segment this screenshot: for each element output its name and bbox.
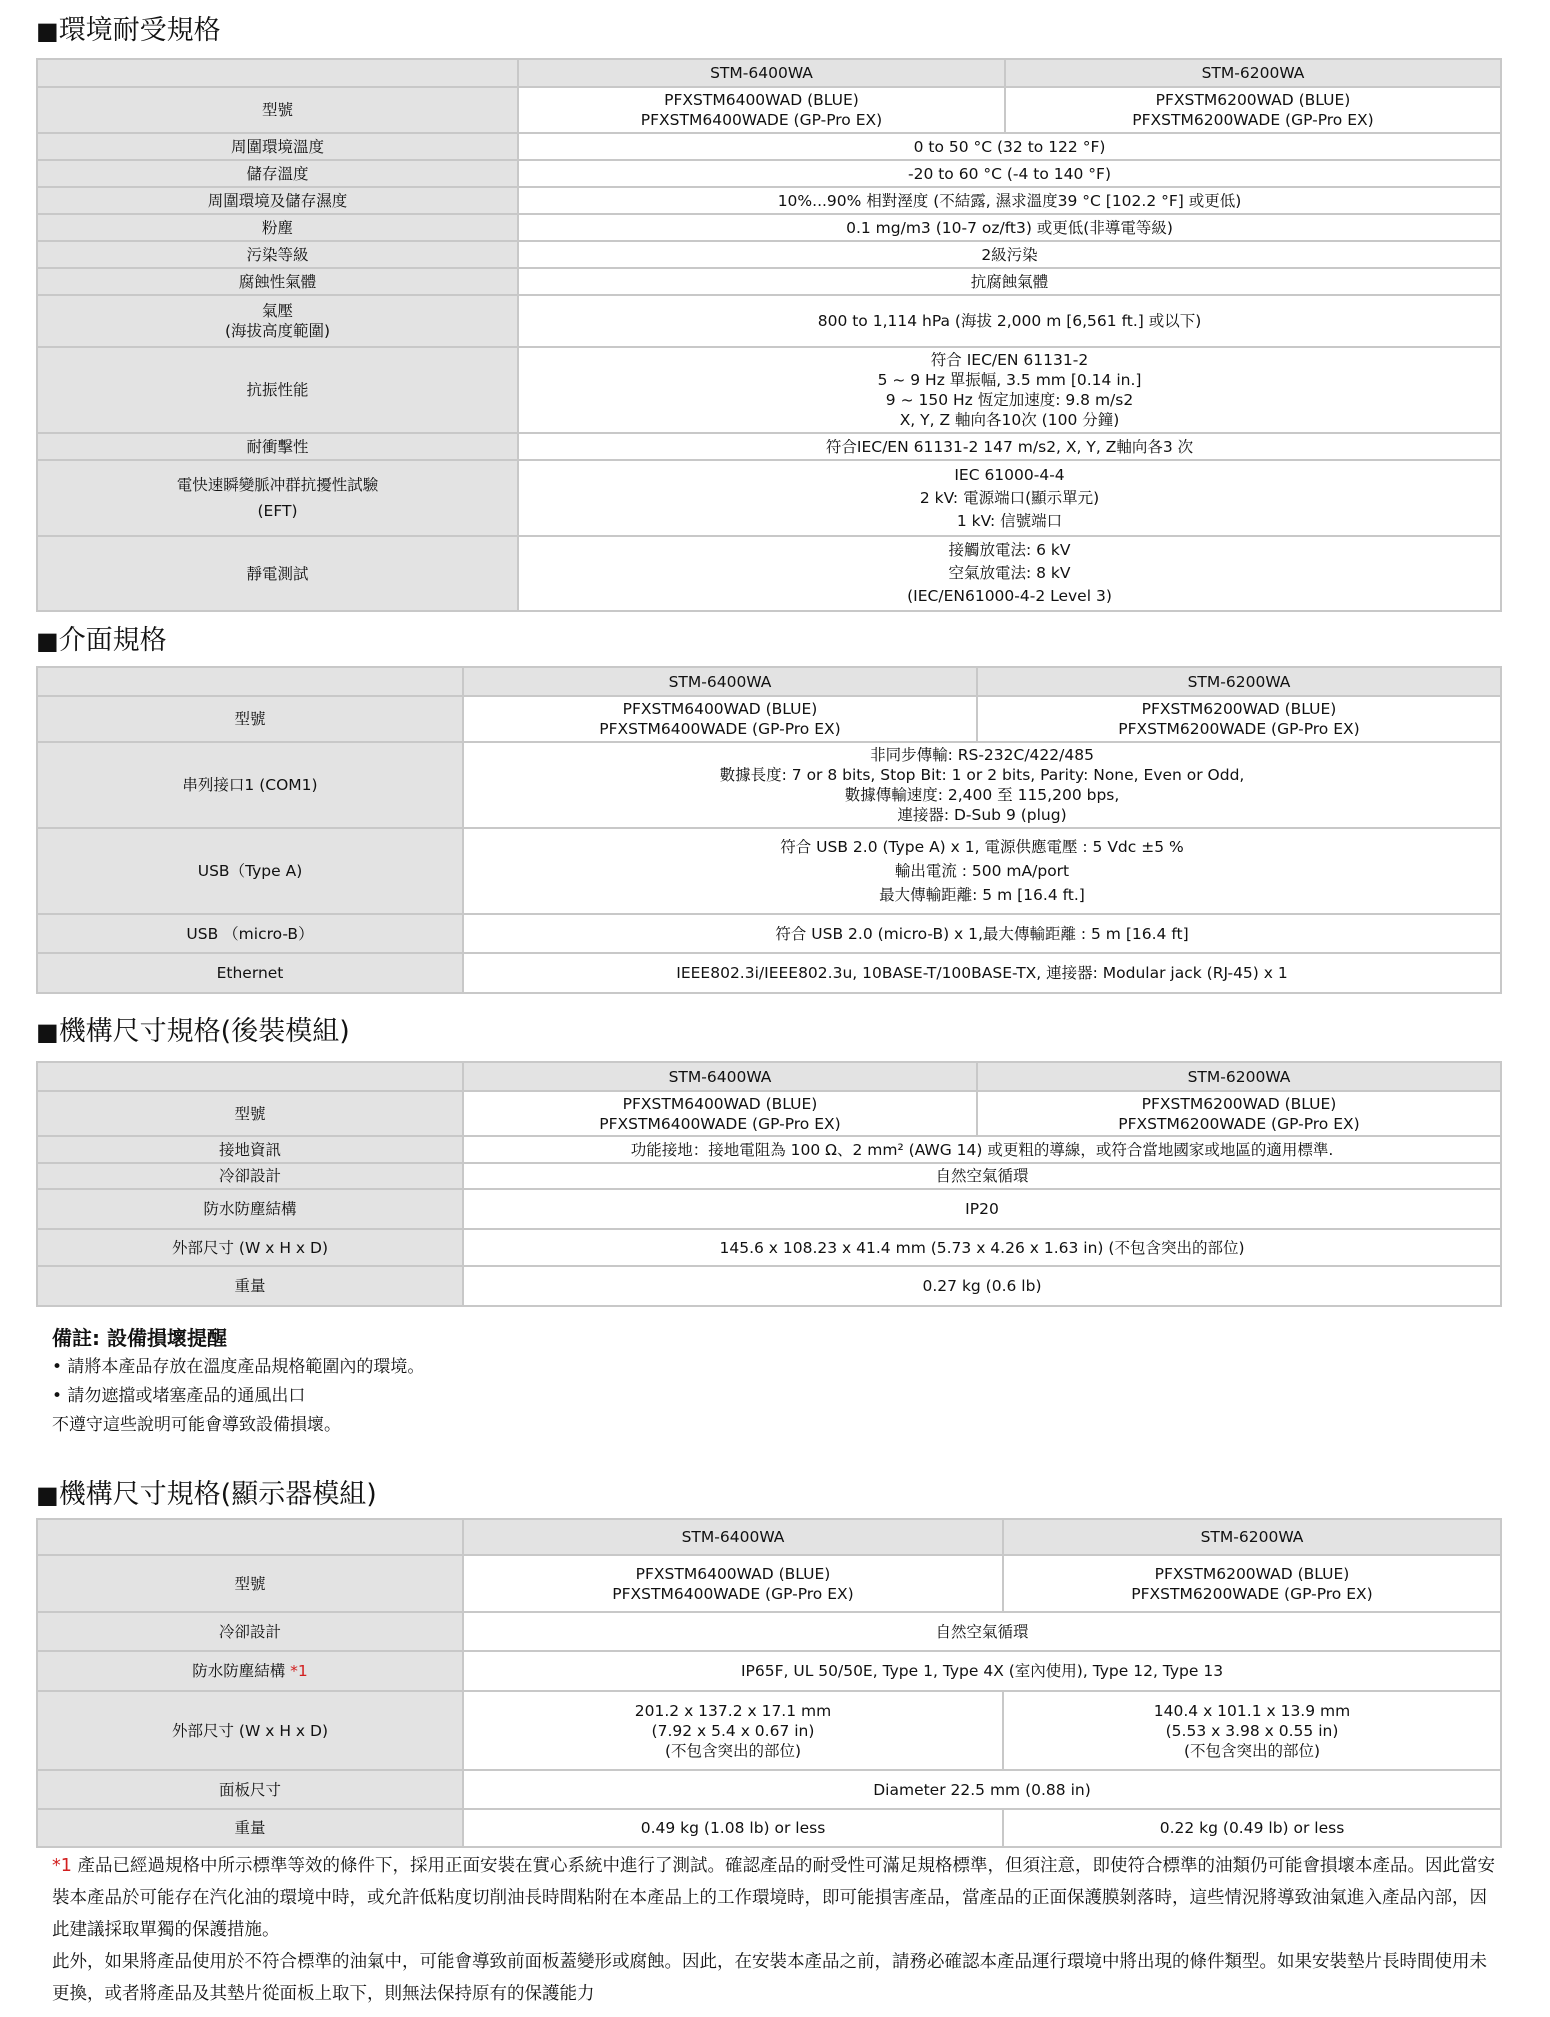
row-value: 2級污染	[518, 241, 1501, 268]
part-number: PFXSTM6200WAD (BLUE) PFXSTM6200WADE (GP-Pro EX)	[1005, 87, 1501, 133]
row-value: 10%...90% 相對溼度 (不結露, 濕求溫度39 °C [102.2 °F] 或更低)	[518, 187, 1501, 214]
footnote-mark: *1	[290, 1662, 308, 1680]
row-value: 符合IEC/EN 61131-2 147 m/s2, X, Y, Z軸向各3 次	[518, 433, 1501, 460]
square-bullet-icon: ■	[36, 17, 59, 45]
table-row	[37, 953, 1501, 993]
footnote-mark: *1	[52, 1856, 72, 1876]
row-label: 接地資訊	[37, 1136, 463, 1163]
row-value: 0.27 kg (0.6 lb)	[463, 1266, 1501, 1306]
table-row	[37, 667, 1501, 696]
table-row	[37, 914, 1501, 953]
row-value: 自然空氣循環	[463, 1612, 1501, 1651]
row-label: 腐蝕性氣體	[37, 268, 518, 295]
row-label: 重量	[37, 1809, 463, 1847]
table-row	[37, 160, 1501, 187]
row-label: 型號	[37, 87, 518, 133]
iface-title: ■介面規格	[36, 625, 167, 656]
table-row	[37, 1691, 1501, 1770]
row-value: 抗腐蝕氣體	[518, 268, 1501, 295]
mech-rear-title: ■機構尺寸規格(後裝模組)	[36, 1016, 350, 1047]
table-row	[37, 1519, 1501, 1555]
row-value: 201.2 x 137.2 x 17.1 mm (7.92 x 5.4 x 0.67 in) (不包含突出的部位)	[463, 1691, 1003, 1770]
part-number: PFXSTM6200WAD (BLUE) PFXSTM6200WADE (GP-Pro EX)	[977, 1091, 1501, 1136]
part-number: PFXSTM6400WAD (BLUE) PFXSTM6400WADE (GP-Pro EX)	[463, 1555, 1003, 1612]
table-row	[37, 1163, 1501, 1189]
part-number: PFXSTM6400WAD (BLUE) PFXSTM6400WADE (GP-Pro EX)	[463, 696, 977, 742]
table-row	[37, 87, 1501, 133]
row-value: 非同步傳輸: RS-232C/422/485 數據長度: 7 or 8 bits, Stop Bit: 1 or 2 bits, Parity: None, Even or Odd, 數據傳輸速度: 2,400 至 115,200 bps, 連接器: D-Sub 9 (plug)	[463, 742, 1501, 828]
model-header: STM-6200WA	[1003, 1519, 1501, 1555]
table-row	[37, 460, 1501, 536]
table-row	[37, 214, 1501, 241]
row-value: 0.49 kg (1.08 lb) or less	[463, 1809, 1003, 1847]
env-section	[36, 14, 1500, 612]
row-label: 外部尺寸 (W x H x D)	[37, 1691, 463, 1770]
row-value: IEEE802.3i/IEEE802.3u, 10BASE-T/100BASE-TX, 連接器: Modular jack (RJ-45) x 1	[463, 953, 1501, 993]
row-value: 800 to 1,114 hPa (海拔 2,000 m [6,561 ft.] 或以下)	[518, 295, 1501, 347]
table-row	[37, 742, 1501, 828]
notice-line: 不遵守這些說明可能會導致設備損壞。	[52, 1415, 341, 1435]
table-row	[37, 59, 1501, 87]
iface-section	[36, 624, 1500, 994]
iface-table	[36, 666, 1502, 994]
notice-line: • 請將本產品存放在溫度產品規格範圍內的環境。	[52, 1357, 425, 1377]
table-row	[37, 1612, 1501, 1651]
row-label: 周圍環境及儲存濕度	[37, 187, 518, 214]
row-label: 串列接口1 (COM1)	[37, 742, 463, 828]
row-label: 電快速瞬變脈冲群抗擾性試驗 (EFT)	[37, 460, 518, 536]
row-label: 冷卻設計	[37, 1612, 463, 1651]
table-row	[37, 1189, 1501, 1229]
table-row	[37, 1091, 1501, 1136]
model-header: STM-6400WA	[463, 1062, 977, 1091]
row-label: 防水防塵結構	[37, 1189, 463, 1229]
table-row	[37, 696, 1501, 742]
row-label: 氣壓 (海拔高度範圍)	[37, 295, 518, 347]
model-header: STM-6200WA	[977, 667, 1501, 696]
header-blank	[37, 667, 463, 696]
row-value: IEC 61000-4-4 2 kV: 電源端口(顯示單元) 1 kV: 信號端口	[518, 460, 1501, 536]
row-label: 面板尺寸	[37, 1770, 463, 1809]
row-value: IP65F, UL 50/50E, Type 1, Type 4X (室內使用), Type 12, Type 13	[463, 1651, 1501, 1691]
table-row	[37, 1136, 1501, 1163]
row-value: 符合 USB 2.0 (micro-B) x 1,最大傳輸距離 : 5 m [16.4 ft]	[463, 914, 1501, 953]
part-number: PFXSTM6200WAD (BLUE) PFXSTM6200WADE (GP-Pro EX)	[977, 696, 1501, 742]
table-row	[37, 1229, 1501, 1266]
table-row	[37, 1266, 1501, 1306]
row-label: Ethernet	[37, 953, 463, 993]
table-row	[37, 347, 1501, 433]
header-blank	[37, 59, 518, 87]
square-bullet-icon: ■	[36, 1481, 59, 1509]
square-bullet-icon: ■	[36, 627, 59, 655]
row-value: 接觸放電法: 6 kV 空氣放電法: 8 kV (IEC/EN61000-4-2 Level 3)	[518, 536, 1501, 611]
row-value: 自然空氣循環	[463, 1163, 1501, 1189]
part-number: PFXSTM6400WAD (BLUE) PFXSTM6400WADE (GP-Pro EX)	[518, 87, 1005, 133]
table-row	[37, 1555, 1501, 1612]
row-value: 符合 IEC/EN 61131-2 5 ~ 9 Hz 單振幅, 3.5 mm [0.14 in.] 9 ~ 150 Hz 恆定加速度: 9.8 m/s2 X, Y, Z 軸向各10次 (100 分鐘)	[518, 347, 1501, 433]
row-label: 耐衝擊性	[37, 433, 518, 460]
mech-disp-section	[36, 1478, 1500, 1848]
table-row	[37, 536, 1501, 611]
square-bullet-icon: ■	[36, 1018, 59, 1046]
table-row	[37, 187, 1501, 214]
row-value: 0 to 50 °C (32 to 122 °F)	[518, 133, 1501, 160]
model-header: STM-6200WA	[977, 1062, 1501, 1091]
table-row	[37, 133, 1501, 160]
notice-line: • 請勿遮擋或堵塞產品的通風出口	[52, 1386, 306, 1406]
notice-title: 備註: 設備損壞提醒	[52, 1326, 227, 1350]
table-row	[37, 1770, 1501, 1809]
footnote	[52, 1850, 1500, 2010]
model-header: STM-6400WA	[463, 667, 977, 696]
row-value: 0.1 mg/m3 (10-7 oz/ft3) 或更低(非導電等級)	[518, 214, 1501, 241]
row-label: 外部尺寸 (W x H x D)	[37, 1229, 463, 1266]
row-label: 重量	[37, 1266, 463, 1306]
model-header: STM-6200WA	[1005, 59, 1501, 87]
env-title: ■環境耐受規格	[36, 15, 221, 46]
table-row	[37, 241, 1501, 268]
mech-disp-title: ■機構尺寸規格(顯示器模組)	[36, 1479, 377, 1510]
row-label: 污染等級	[37, 241, 518, 268]
row-label: 型號	[37, 1555, 463, 1612]
table-row	[37, 1062, 1501, 1091]
row-value: Diameter 22.5 mm (0.88 in)	[463, 1770, 1501, 1809]
row-label: 冷卻設計	[37, 1163, 463, 1189]
mech-disp-table	[36, 1518, 1502, 1848]
row-value: 140.4 x 101.1 x 13.9 mm (5.53 x 3.98 x 0.55 in) (不包含突出的部位)	[1003, 1691, 1501, 1770]
header-blank	[37, 1519, 463, 1555]
row-value: 符合 USB 2.0 (Type A) x 1, 電源供應電壓 : 5 Vdc ±5 % 輸出電流 : 500 mA/port 最大傳輸距離: 5 m [16.4 ft.]	[463, 828, 1501, 914]
row-value: -20 to 60 °C (-4 to 140 °F)	[518, 160, 1501, 187]
row-label: 型號	[37, 696, 463, 742]
table-row	[37, 828, 1501, 914]
part-number: PFXSTM6200WAD (BLUE) PFXSTM6200WADE (GP-Pro EX)	[1003, 1555, 1501, 1612]
row-label: 粉塵	[37, 214, 518, 241]
row-value: 功能接地：接地電阻為 100 Ω、2 mm² (AWG 14) 或更粗的導線，或符合當地國家或地區的適用標準.	[463, 1136, 1501, 1163]
header-blank	[37, 1062, 463, 1091]
table-row	[37, 1809, 1501, 1847]
row-value: 145.6 x 108.23 x 41.4 mm (5.73 x 4.26 x 1.63 in) (不包含突出的部位)	[463, 1229, 1501, 1266]
row-label: USB（Type A)	[37, 828, 463, 914]
footnote-paragraph: 此外，如果將產品使用於不符合標準的油氣中，可能會導致前面板蓋變形或腐蝕。因此，在安裝本產品之前，請務必確認本產品運行環境中將出現的條件類型。如果安裝墊片長時間使用未更換，或者將產品及其墊片從面板上取下，則無法保持原有的保護能力	[52, 1952, 1487, 2004]
env-table	[36, 58, 1502, 612]
table-row	[37, 295, 1501, 347]
row-label: USB （micro-B）	[37, 914, 463, 953]
row-label: 型號	[37, 1091, 463, 1136]
model-header: STM-6400WA	[518, 59, 1005, 87]
row-label: 儲存溫度	[37, 160, 518, 187]
row-label: 防水防塵結構 *1	[37, 1651, 463, 1691]
row-label: 周圍環境溫度	[37, 133, 518, 160]
row-value: 0.22 kg (0.49 lb) or less	[1003, 1809, 1501, 1847]
mech-rear-table	[36, 1061, 1502, 1307]
row-label: 靜電測試	[37, 536, 518, 611]
footnote-paragraph: *1 產品已經過規格中所示標準等效的條件下，採用正面安裝在實心系統中進行了測試。確認產品的耐受性可滿足規格標準，但須注意，即使符合標準的油類仍可能會損壞本產品。因此當安裝本產品於可能存在汽化油的環境中時，或允許低粘度切削油長時間粘附在本產品上的工作環境時，即可能損害產品，當產品的正面保護膜剝落時，這些情況將導致油氣進入產品內部，因此建議採取單獨的保護措施。	[52, 1856, 1495, 1940]
damage-notice	[52, 1324, 1492, 1440]
table-row	[37, 433, 1501, 460]
table-row	[37, 268, 1501, 295]
part-number: PFXSTM6400WAD (BLUE) PFXSTM6400WADE (GP-Pro EX)	[463, 1091, 977, 1136]
model-header: STM-6400WA	[463, 1519, 1003, 1555]
row-value: IP20	[463, 1189, 1501, 1229]
table-row	[37, 1651, 1501, 1691]
mech-rear-section	[36, 1015, 1500, 1307]
row-label: 抗振性能	[37, 347, 518, 433]
